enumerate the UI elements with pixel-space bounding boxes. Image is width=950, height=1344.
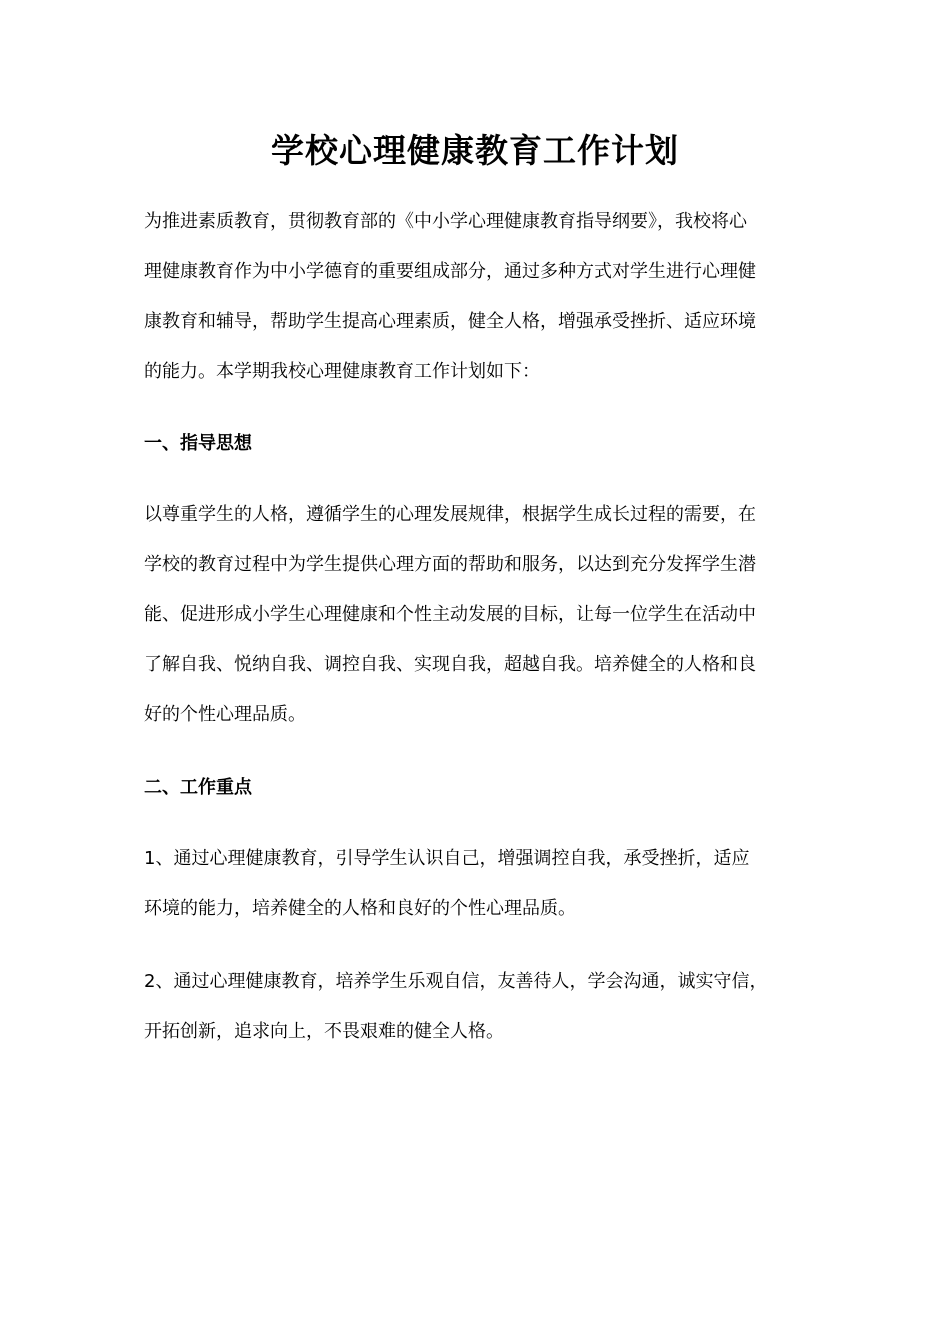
paragraph-line: 能、促进形成小学生心理健康和个性主动发展的目标，让每一位学生在活动中	[144, 604, 756, 625]
section-heading-work-focus: 二、工作重点	[144, 777, 252, 798]
paragraph-line: 1、通过心理健康教育，引导学生认识自己，增强调控自我，承受挫折，适应	[144, 848, 750, 869]
intro-paragraph	[144, 197, 828, 397]
paragraph-line: 学校的教育过程中为学生提供心理方面的帮助和服务，以达到充分发挥学生潜	[144, 554, 756, 575]
paragraph-line: 的能力。本学期我校心理健康教育工作计划如下：	[144, 361, 540, 382]
paragraph-line: 以尊重学生的人格，遵循学生的心理发展规律，根据学生成长过程的需要，在	[144, 504, 756, 525]
work-focus-item-2	[144, 957, 828, 1057]
guiding-principle-paragraph	[144, 490, 828, 740]
paragraph-line: 2、通过心理健康教育，培养学生乐观自信，友善待人，学会沟通，诚实守信，	[144, 971, 768, 992]
paragraph-line: 环境的能力，培养健全的人格和良好的个性心理品质。	[144, 898, 576, 919]
paragraph-line: 开拓创新，追求向上，不畏艰难的健全人格。	[144, 1021, 504, 1042]
paragraph-line: 了解自我、悦纳自我、调控自我、实现自我，超越自我。培养健全的人格和良	[144, 654, 756, 675]
paragraph-line: 为推进素质教育，贯彻教育部的《中小学心理健康教育指导纲要》，我校将心	[144, 211, 747, 232]
document-title: 学校心理健康教育工作计划	[271, 131, 679, 170]
section-heading-guiding-principle: 一、指导思想	[144, 433, 252, 454]
work-focus-item-1	[144, 834, 828, 934]
paragraph-line: 理健康教育作为中小学德育的重要组成部分，通过多种方式对学生进行心理健	[144, 261, 756, 282]
paragraph-line: 康教育和辅导，帮助学生提高心理素质，健全人格，增强承受挫折、适应环境	[144, 311, 756, 332]
paragraph-line: 好的个性心理品质。	[144, 704, 306, 725]
